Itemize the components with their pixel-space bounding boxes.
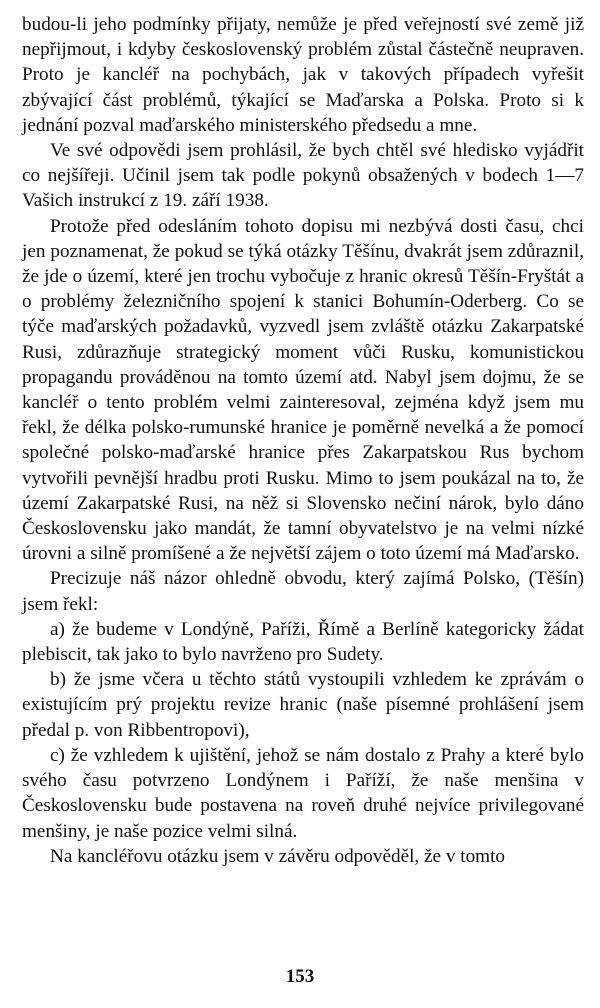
paragraph-1: budou-li jeho podmínky přijaty, nemůže je před veřejností své země již nepřijmout, i kdyby československý problém zůstal částečně neupraven. Proto je kancléř na pochybách, jak v takových případech vyřešit zbývající část problémů, týkající se Maďarska a Polska. Proto si k jednání pozval maďarského ministerského předsedu a mne.: [22, 14, 584, 136]
paragraph-3: Protože před odesláním tohoto dopisu mi nezbývá dosti času, chci jen poznamenat, že pokud se týká otázky Těšínu, dvakrát jsem zdůraznil, že jde o území, které jen trochu vybočuje z hranic okresů Těšín-Fryštát a o problémy železničního spojení k stanici Bohumín-Oderberg. Co se týče maďarských požadavků, vyzvedl jsem zvláště otázku Zakarpatské Rusi, zdůrazňuje strategický moment vůči Rusku, komunistickou propagandu prováděnou na tomto území atd. Nabyl jsem dojmu, že se kancléř o tento problém velmi zainteresoval, zejména když jsem mu řekl, že délka polsko-rumunské hranice je poměrně nevelká a že pomocí společné polsko-maďarské hranice přes Zakarpatskou Rus bychom vytvořili pevnější hradbu proti Rusku. Mimo to jsem poukázal na to, že území Zakarpatské Rusi, na něž si Slovensko nečiní nárok, bylo dáno Československu jako mandát, že tamní obyvatelstvo je na velmi nízké úrovni a silně promíšené a že největší zájem o toto území má Maďarsko.: [22, 215, 584, 565]
page-body: [22, 12, 584, 952]
paragraph-final: Na kancléřovu otázku jsem v závěru odpověděl, že v tomto: [50, 845, 506, 867]
list-item-a: a) že budeme v Londýně, Paříži, Římě a Berlíně kategoricky žádat plebiscit, tak jako to bylo navrženo pro Sudety.: [22, 618, 584, 666]
page-number: 153: [285, 966, 315, 987]
paragraph-2: Ve své odpovědi jsem prohlásil, že bych chtěl své hledisko vyjádřit co nejšířeji. Učinil jsem tak podle pokynů obsažených v bodech 1—7 Vašich instrukcí z 19. září 1938.: [22, 140, 584, 212]
paragraph-4: Precizuje náš názor ohledně obvodu, který zajímá Polsko, (Těšín) jsem řekl:: [22, 568, 584, 615]
list-item-b: b) že jsme včera u těchto států vystoupili vzhledem ke zprávám o existujícím prý projektu revize hranic (naše písemné prohlášení jsem předal p. von Ribbentropovi),: [22, 669, 584, 741]
list-item-c: c) že vzhledem k ujištění, jehož se nám dostalo z Prahy a které bylo svého času potvrzeno Londýnem i Paříží, že naše menšina v Československu bude postavena na roveň druhé nejvíce privilegované menšiny, je naše pozice velmi silná.: [22, 744, 584, 842]
